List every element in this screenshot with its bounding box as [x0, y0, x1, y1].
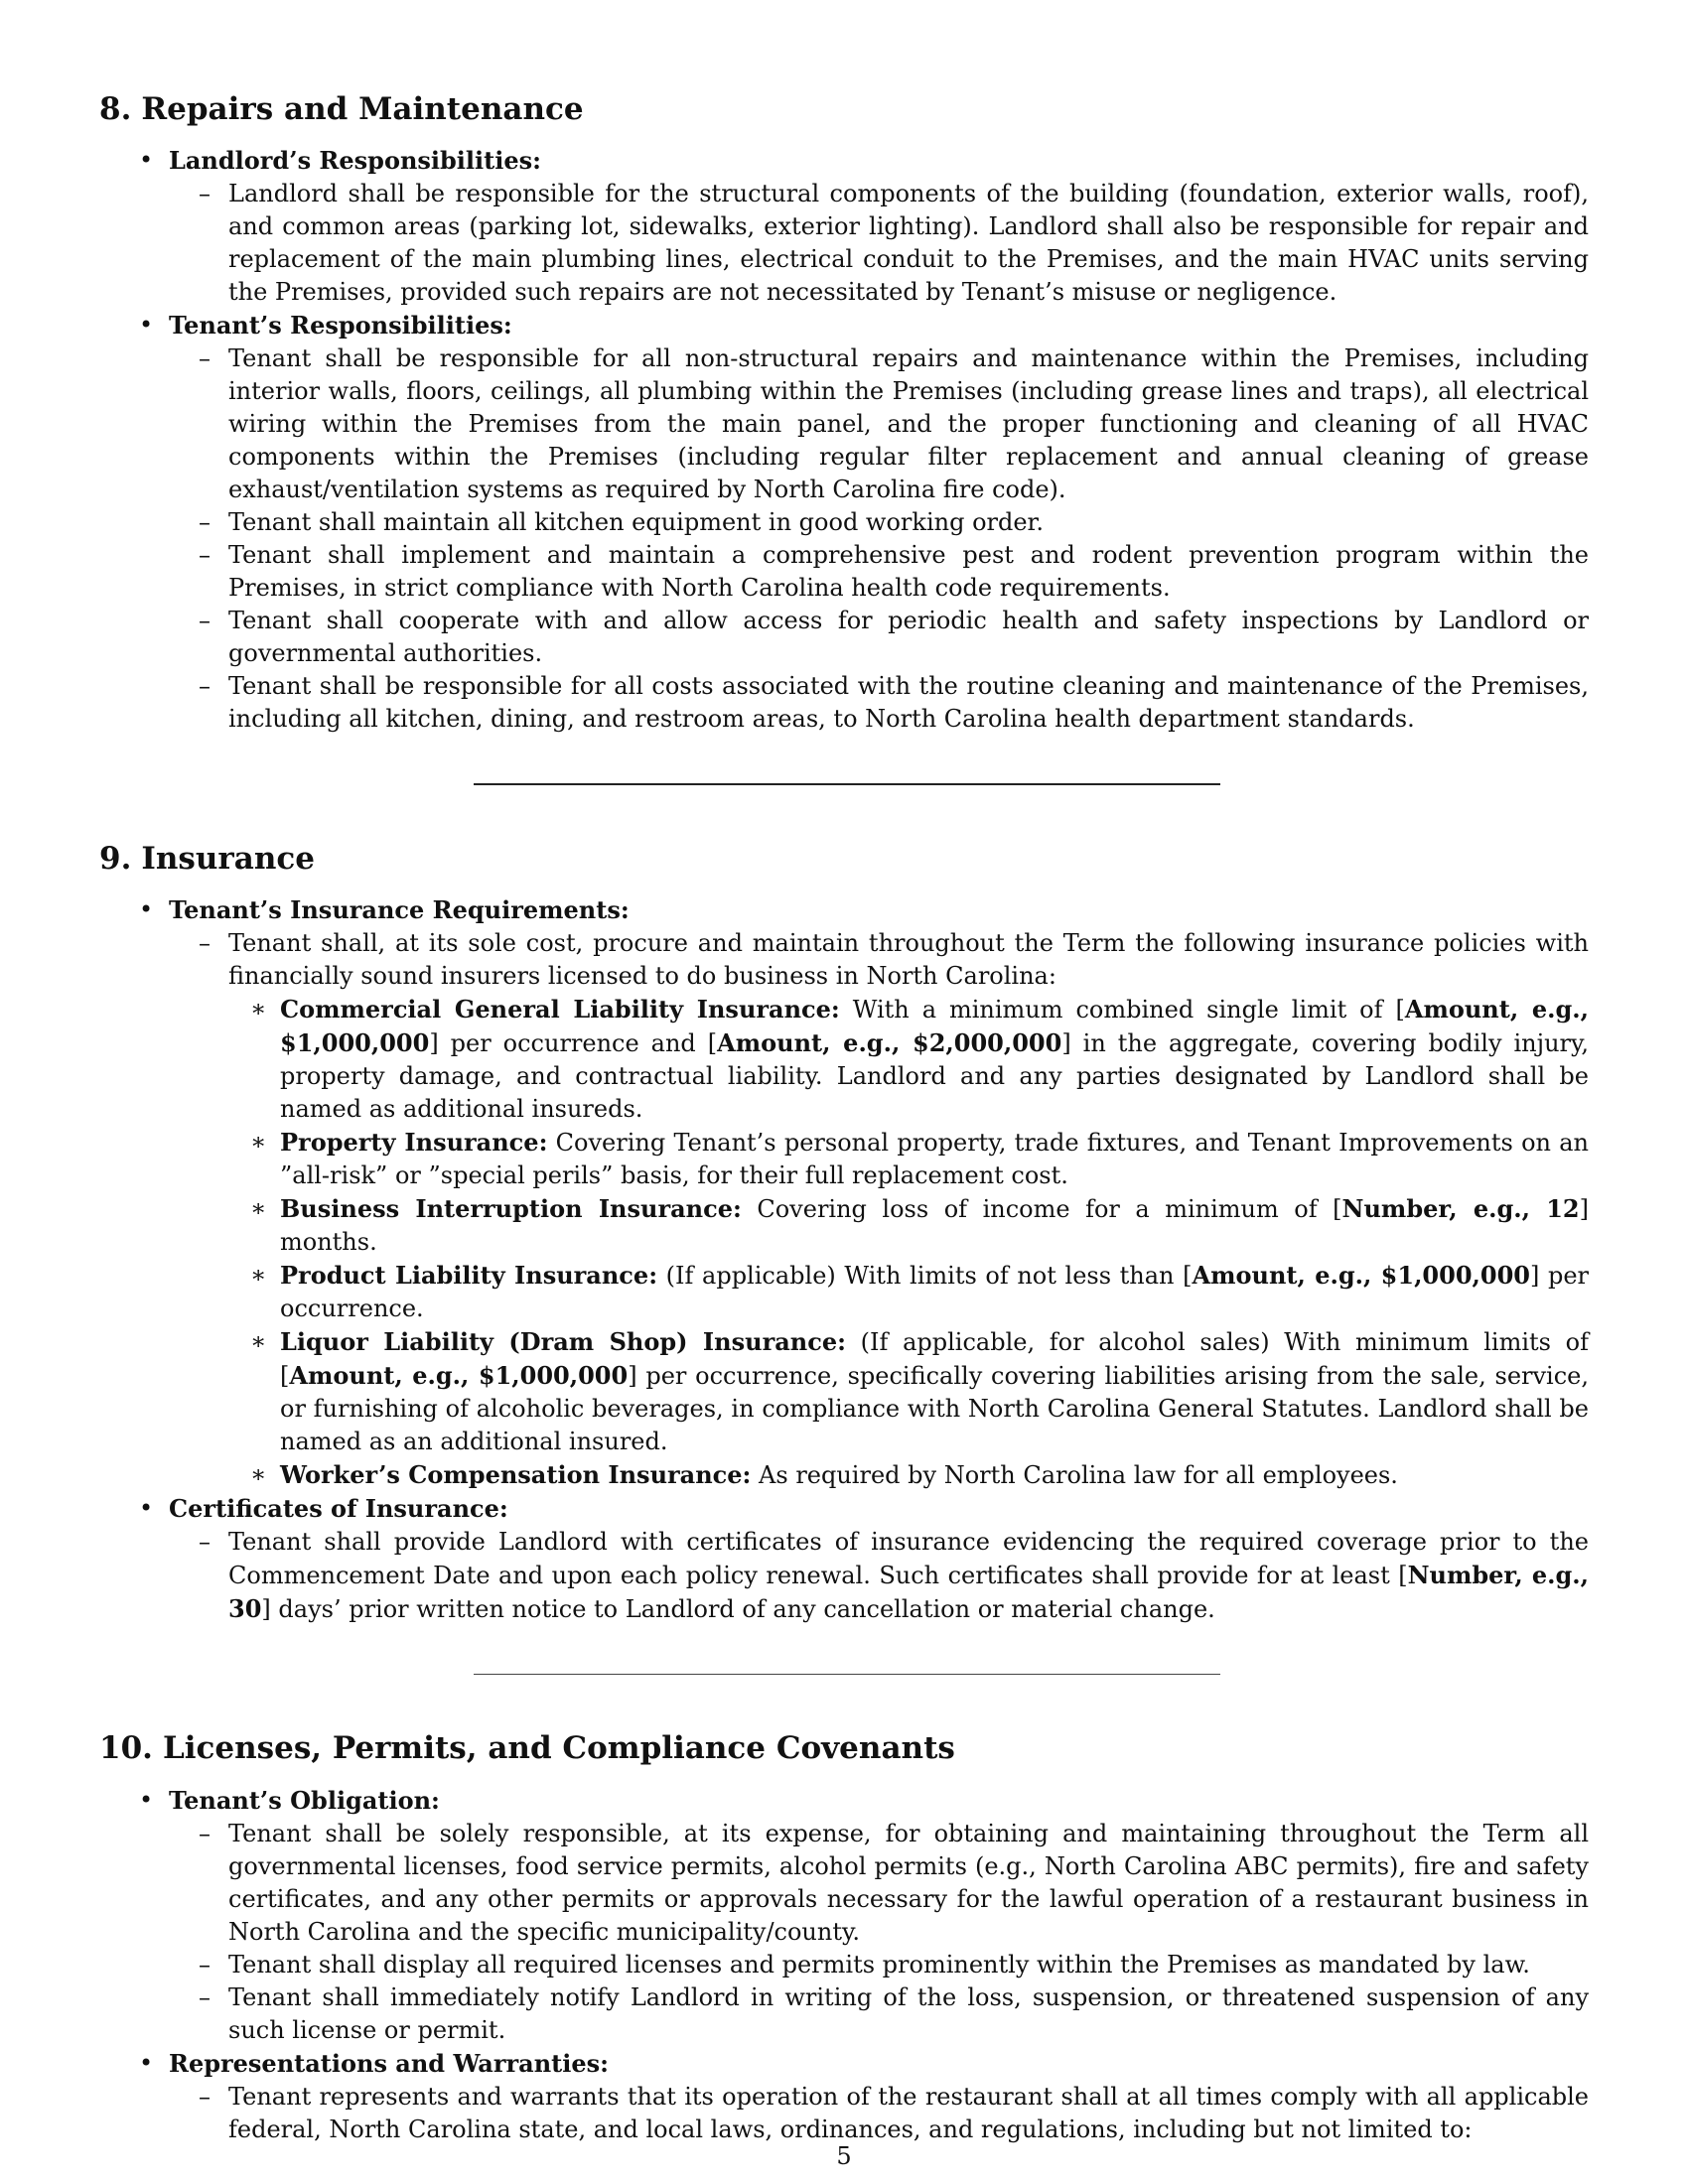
section-heading: 9. Insurance	[99, 841, 315, 878]
sub-item: – Tenant shall, at its sole cost, procure and maintain throughout the Term the following insurance policies with financially sound insurers licensed to do business in North Carolina: ∗ Commercial General Liability Insurance: With a minimum combined single limit of [Amount, e.g., $1,000,000] per occurrence and [Amount, e.g., $2,000,000] in the aggregate, covering bodily injury, property damage, and contractual liability. Landlord and any parties designated by Landlord shall be named as additional insureds. ∗ Property Insurance: Covering Tenant’s personal property, trade fixtures, and Tenant Improvements on an ”all-risk” or ”special perils” basis, for their full replacement cost. ∗ Business Interruption Insurance: Covering loss of income for a minimum of [Number, e.g., 12] months. ∗ Product Liability Insurance: (If applicable) With limits of not less than [Amount, e.g., $1,000,000] per occurrence. ∗ Liquor Liability (Dram Shop) Insurance: (If applicable, for alcohol sales) With minimum limits of [Amount, e.g., $1,000,000] per occurrence, specifically covering liabilities arising from the sale, service, or furnishing of alcoholic beverages, in compliance with North Carolina General Statutes. Landlord shall be named as an additional insured. ∗ Worker’s Compensation Insurance: As required by North Carolina law for all employees.	[228, 927, 1589, 1492]
list-item	[169, 309, 1589, 736]
sub-list	[169, 1818, 1589, 2047]
policy-item: ∗ Product Liability Insurance: (If applicable) With limits of not less than [Amount, e.g., $1,000,000] per occurrence.	[280, 1259, 1589, 1325]
list-item	[169, 893, 1589, 1492]
item-label: Tenant’s Obligation:	[169, 1785, 440, 1815]
document-page	[99, 91, 1589, 2146]
item-label: Certificates of Insurance:	[169, 1494, 508, 1524]
section-repairs-maintenance	[99, 91, 1589, 736]
policy-item: ∗ Commercial General Liability Insurance: With a minimum combined single limit of [Amount, e.g., $1,000,000] per occurrence and [Amount, e.g., $2,000,000] in the aggregate, covering bodily injury, property damage, and contractual liability. Landlord and any parties designated by Landlord shall be named as additional insureds.	[280, 993, 1589, 1126]
section-list	[99, 1784, 1589, 2146]
sub-item: – Tenant shall be responsible for all costs associated with the routine cleaning and maintenance of the Premises, including all kitchen, dining, and restroom areas, to North Carolina health department standards.	[228, 670, 1589, 736]
section-list	[99, 144, 1589, 736]
sub-list	[169, 178, 1589, 309]
item-label: Landlord’s Responsibilities:	[169, 146, 541, 176]
section-divider	[474, 783, 1220, 785]
section-licenses-permits	[99, 1730, 1589, 2145]
policy-item: ∗ Worker’s Compensation Insurance: As required by North Carolina law for all employees.	[280, 1458, 1589, 1492]
sub-list	[169, 927, 1589, 1492]
sub-item: – Tenant shall maintain all kitchen equipment in good working order.	[228, 506, 1589, 539]
policy-item: ∗ Liquor Liability (Dram Shop) Insurance: (If applicable, for alcohol sales) With minimum limits of [Amount, e.g., $1,000,000] per occurrence, specifically covering liabilities arising from the sale, service, or furnishing of alcoholic beverages, in compliance with North Carolina General Statutes. Landlord shall be named as an additional insured.	[280, 1325, 1589, 1458]
sub-item: – Tenant shall be solely responsible, at its expense, for obtaining and maintaining throughout the Term all governmental licenses, food service permits, alcohol permits (e.g., North Carolina ABC permits), fire and safety certificates, and any other permits or approvals necessary for the lawful operation of a restaurant business in North Carolina and the specific municipality/county.	[228, 1818, 1589, 1949]
sub-item: – Tenant shall be responsible for all non-structural repairs and maintenance within the Premises, including interior walls, floors, ceilings, all plumbing within the Premises (including grease lines and traps), all electrical wiring within the Premises from the main panel, and the proper functioning and cleaning of all HVAC components within the Premises (including regular filter replacement and annual cleaning of grease exhaust/ventilation systems as required by North Carolina fire code).	[228, 342, 1589, 506]
page-number: 5	[836, 2142, 852, 2170]
sub-list	[169, 2081, 1589, 2146]
sub-item: – Tenant shall provide Landlord with certificates of insurance evidencing the required coverage prior to the Commencement Date and upon each policy renewal. Such certificates shall provide for at least [Number, e.g., 30] days’ prior written notice to Landlord of any cancellation or material change.	[228, 1526, 1589, 1626]
item-label: Representations and Warranties:	[169, 2048, 609, 2078]
sub-list	[169, 1526, 1589, 1626]
item-label: Tenant’s Insurance Requirements:	[169, 895, 630, 925]
list-item	[169, 1492, 1589, 1626]
policy-item: ∗ Business Interruption Insurance: Covering loss of income for a minimum of [Number, e.g., 12] months.	[280, 1192, 1589, 1259]
sub-list	[169, 342, 1589, 736]
sub-item: – Tenant shall immediately notify Landlord in writing of the loss, suspension, or threatened suspension of any such license or permit.	[228, 1981, 1589, 2047]
item-label: Tenant’s Responsibilities:	[169, 311, 512, 341]
section-list	[99, 893, 1589, 1626]
policy-item: ∗ Property Insurance: Covering Tenant’s personal property, trade fixtures, and Tenant Improvements on an ”all-risk” or ”special perils” basis, for their full replacement cost.	[280, 1126, 1589, 1192]
sub-item: – Tenant shall display all required licenses and permits prominently within the Premises as mandated by law.	[228, 1949, 1589, 1981]
sub-item: – Tenant shall implement and maintain a comprehensive pest and rodent prevention program within the Premises, in strict compliance with North Carolina health code requirements.	[228, 539, 1589, 605]
list-item	[169, 2047, 1589, 2146]
policy-list	[228, 993, 1589, 1492]
section-heading: 10. Licenses, Permits, and Compliance Covenants	[99, 1730, 955, 1767]
sub-item: – Tenant represents and warrants that its operation of the restaurant shall at all times comply with all applicable federal, North Carolina state, and local laws, ordinances, and regulations, including but not limited to:	[228, 2081, 1589, 2146]
sub-item: – Landlord shall be responsible for the structural components of the building (foundation, exterior walls, roof), and common areas (parking lot, sidewalks, exterior lighting). Landlord shall also be responsible for repair and replacement of the main plumbing lines, electrical conduit to the Premises, and the main HVAC units serving the Premises, provided such repairs are not necessitated by Tenant’s misuse or negligence.	[228, 178, 1589, 309]
sub-item: – Tenant shall cooperate with and allow access for periodic health and safety inspections by Landlord or governmental authorities.	[228, 605, 1589, 670]
section-insurance	[99, 841, 1589, 1626]
section-divider	[474, 1674, 1220, 1675]
list-item	[169, 144, 1589, 309]
list-item	[169, 1784, 1589, 2047]
section-heading: 8. Repairs and Maintenance	[99, 91, 584, 127]
